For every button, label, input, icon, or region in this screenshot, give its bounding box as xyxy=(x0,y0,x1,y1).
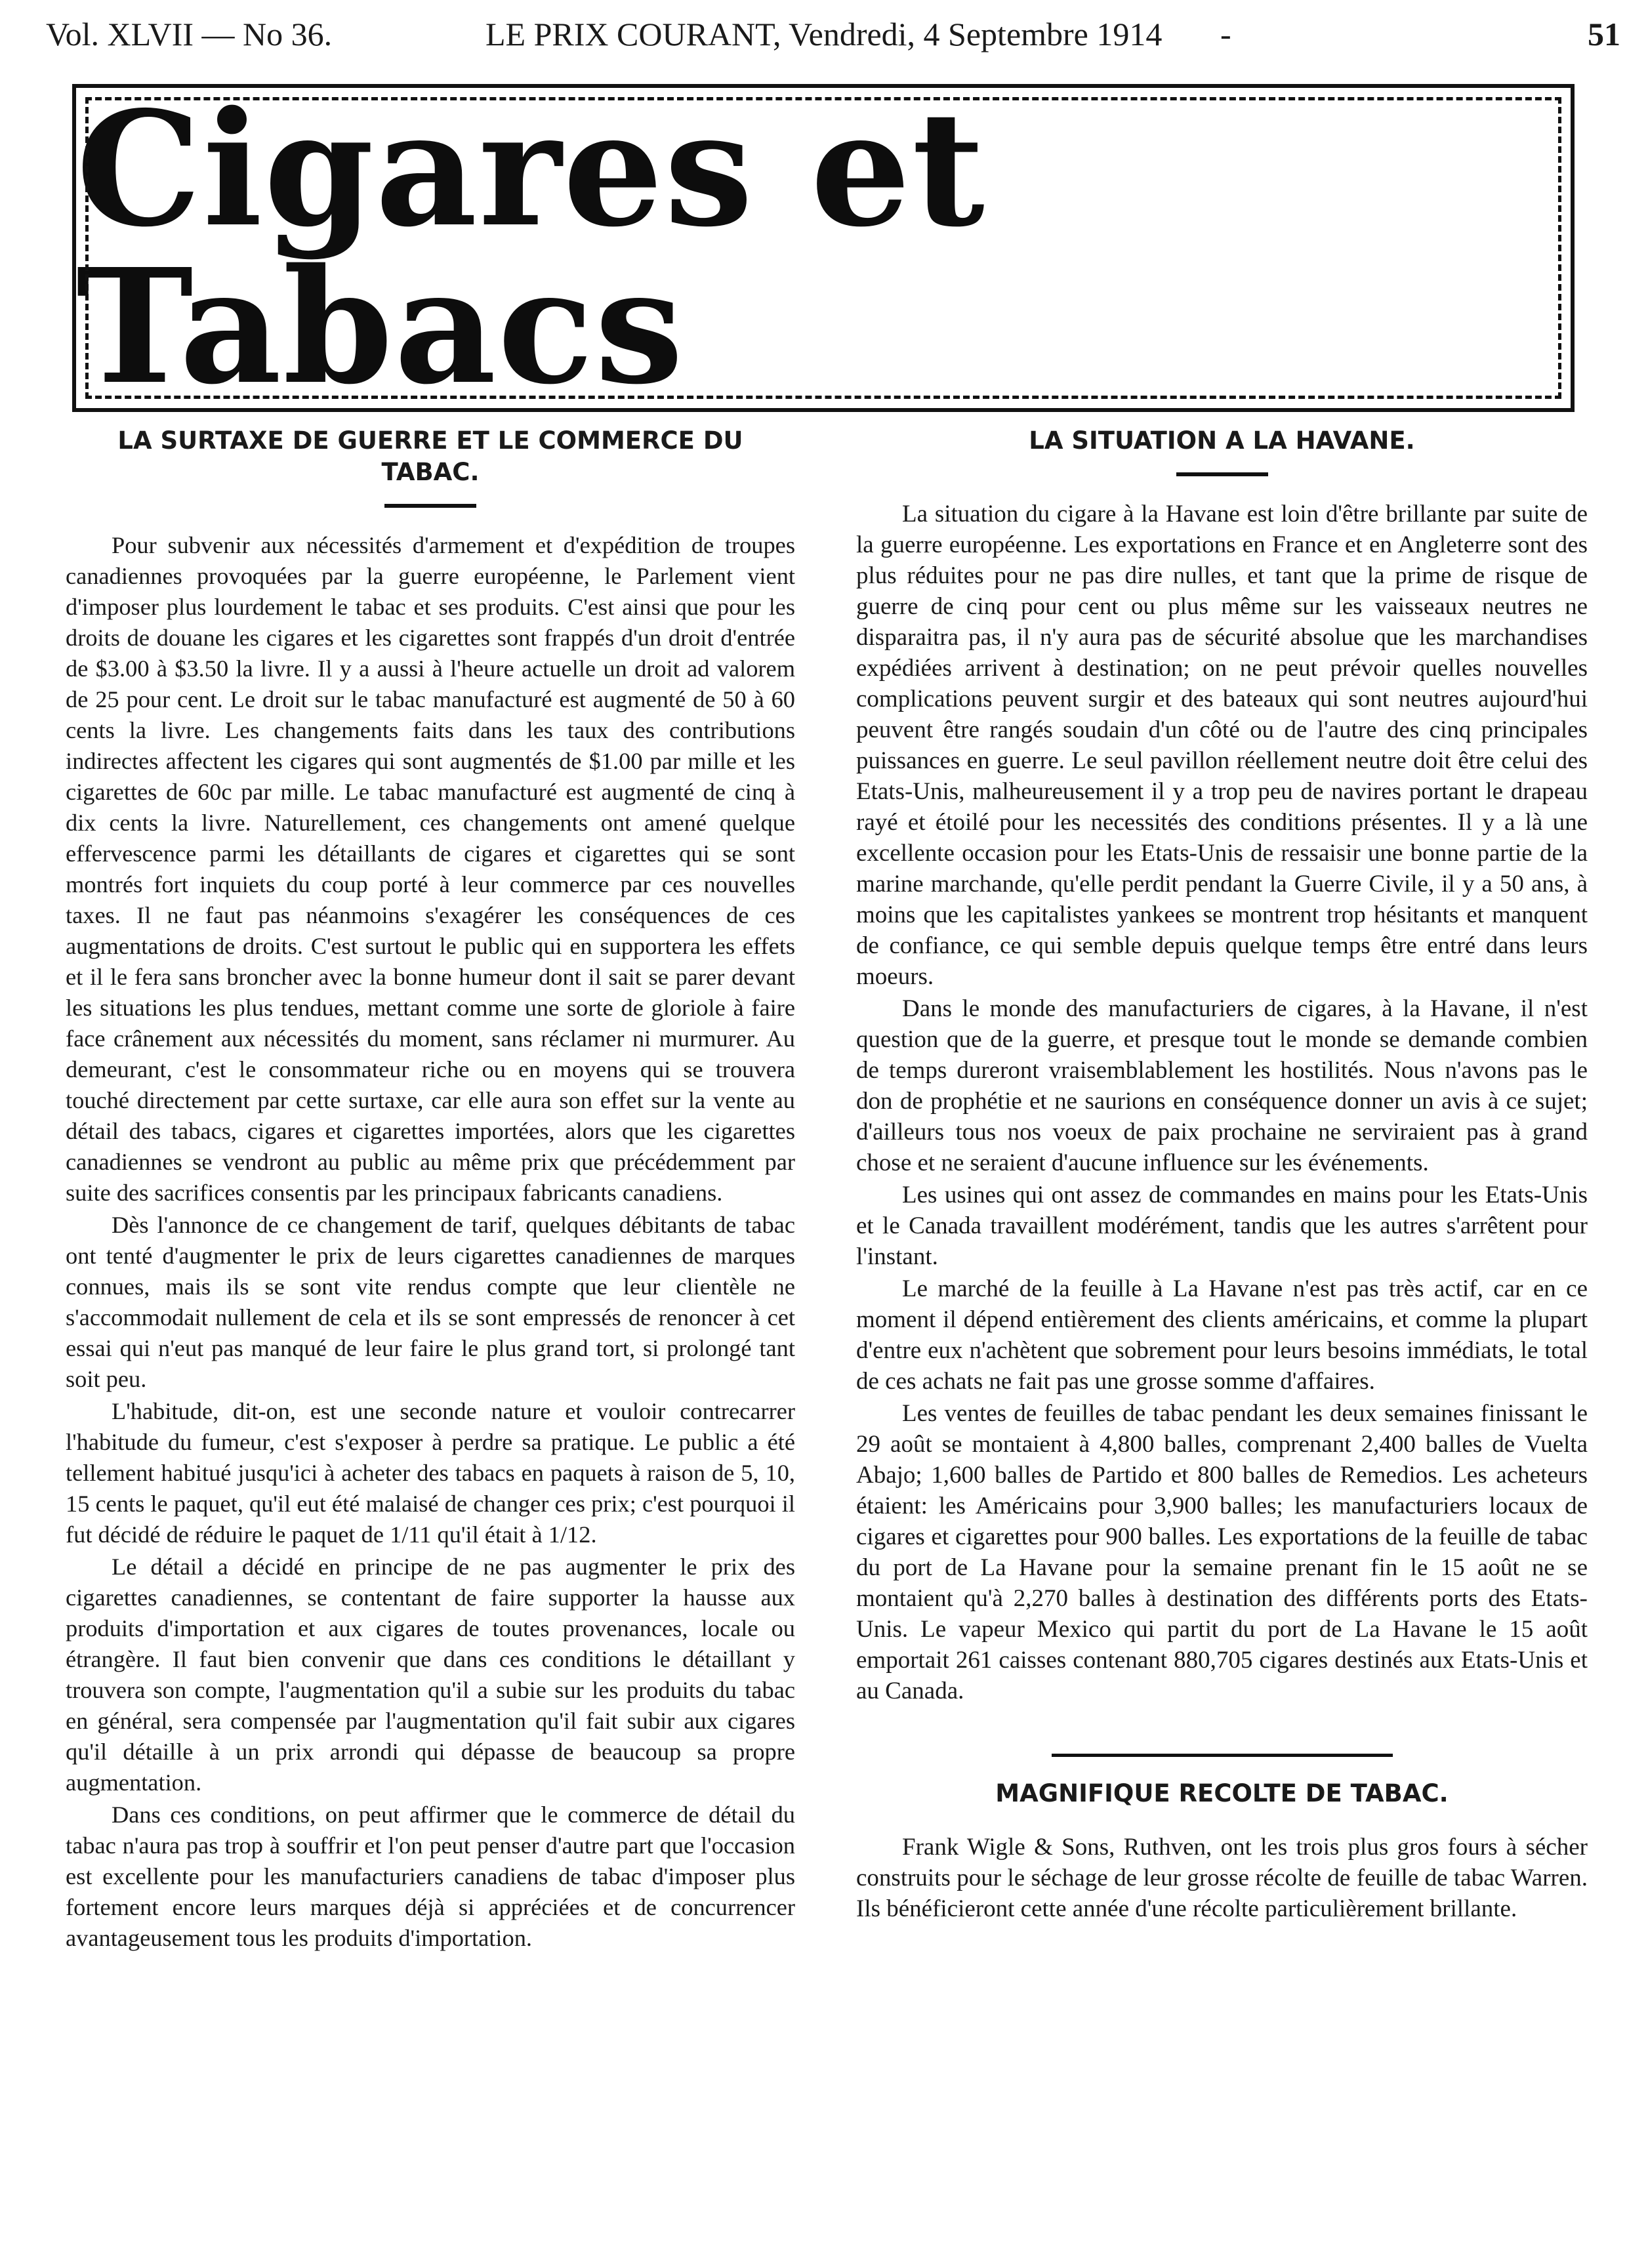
heading-rule xyxy=(384,504,476,508)
heading-rule xyxy=(1176,472,1268,476)
article-heading: LA SURTAXE DE GUERRE ET LE COMMERCE DU TABAC. xyxy=(117,426,743,486)
section-masthead xyxy=(72,77,1575,419)
article-paragraph: Frank Wigle & Sons, Ruthven, ont les trois plus gros fours à sécher construits pour le séchage de leur grosse récolte de feuille de tabac Warren. Ils bénéficieront cette année d'une récolte particulièrement brillante. xyxy=(856,1834,1588,1922)
running-head xyxy=(46,8,1620,60)
article-paragraph: L'habitude, dit-on, est une seconde nature et vouloir contrecarrer l'habitude du fumeur, c'est s'exposer à perdre sa pratique. Le public a été tellement habitué jusqu'ici à acheter des tabacs en paquets à raison de 5, 10, 15 cents le paquet, qu'il eut été malaisé de changer ces prix; c'est pourquoi il fut décidé de réduire le paquet de 1/11 qu'il était à 1/12. xyxy=(66,1398,795,1548)
article-paragraph: La situation du cigare à la Havane est loin d'être brillante par suite de la guerre européenne. Les exportations en France et en Angleterre sont des plus réduites pour ne pas dire nulles, et tant que la prime de risque de guerre de cinq pour cent ou plus même sur les vaisseaux neutres ne disparaitra pas, il n'y aura pas de sécurité absolue que les marchandises expédiées arrivent à destination; on ne peut prévoir quelles nouvelles complications peuvent surgir et des bateaux qui sont neutres aujourd'hui peuvent être rangés soudain d'un côté ou de l'autre des cinq principales puissances en guerre. Le seul pavillon réellement neutre doit être celui des Etats-Unis, malheureusement il y a trop peu de navires portant le drapeau rayé et étoilé pour les necessités des conditions présentes. Il y a là une excellente occasion pour les Etats-Unis de ressaisir une bonne partie de la marine marchande, qu'elle perdit pendant la Guerre Civile, il y a 50 ans, à moins que les capitalistes yankees se montrent trop hésitants et manquent de confiance, ce qui semble depuis quelque temps être entré dans leurs moeurs. xyxy=(856,501,1588,990)
article-heading: LA SITUATION A LA HAVANE. xyxy=(1029,426,1415,455)
article-heading: MAGNIFIQUE RECOLTE DE TABAC. xyxy=(995,1779,1449,1807)
section-title: Cigares et Tabacs xyxy=(76,77,986,419)
header-dash: - xyxy=(1220,16,1231,52)
volume-number: Vol. XLVII — No 36. xyxy=(46,16,333,52)
article-paragraph: Dès l'annonce de ce changement de tarif, quelques débitants de tabac ont tenté d'augmenter le prix de leurs cigarettes canadiennes de marques connues, mais ils se sont vite rendus compte que leur clientèle ne s'accommodait nullement de cela et ils se sont empressés de renoncer à cet essai qui n'eut pas manqué de leur faire le plus grand tort, si prolongé tant soit peu. xyxy=(66,1212,795,1392)
article-paragraph: Dans le monde des manufacturiers de cigares, à la Havane, il n'est question que de la guerre, et presque tout le monde se demande combien de temps dureront vraisemblablement les hostilités. Nous n'avons pas le don de prophétie et ne saurions en conséquence donner un avis à ce sujet; d'ailleurs tous nos voeux de paix prochaine ne serviraient pas à grand chose et ne seraient d'aucune influence sur les événements. xyxy=(856,995,1588,1176)
article-paragraph: Pour subvenir aux nécessités d'armement et d'expédition de troupes canadiennes provoquées par la guerre européenne, le Parlement vient d'imposer plus lourdement le tabac et ses produits. C'est ainsi que pour les droits de douane les cigares et les cigarettes sont frappés d'un droit d'entrée de $3.00 à $3.50 la livre. Il y a aussi à l'heure actuelle un droit ad valorem de 25 pour cent. Le droit sur le tabac manufacturé est augmenté de 50 à 60 cents la livre. Les changements faits dans les taux des contributions indirectes affectent les cigares qui sont augmentés de $1.00 par mille et les cigarettes de 60c par mille. Le tabac manufacturé est augmenté de cinq à dix cents la livre. Naturellement, ces changements ont amené quelque effervescence parmi les détaillants de cigares et cigarettes qui se sont montrés fort inquiets du coup porté à leur commerce par ces nouvelles taxes. Il ne faut pas néanmoins s'exagérer les conséquences de ces augmentations de droits. C'est surtout le public qui en supportera les effets et il le fera sans broncher avec la bonne humeur dont il sait se parer devant les situations les plus tendues, mettant comme une sorte de gloriole à faire face crânement aux nécessités du moment, sans réclamer ni murmurer. Au demeurant, c'est le consommateur riche ou en moyens qui se trouvera touché directement par cette surtaxe, car elle aura son effet sur la vente au détail des tabacs, cigares et cigarettes importées, alors que les cigarettes canadiennes se vendront au public au même prix que précédemment par suite des sacrifices consentis par les principaux fabricants canadiens. xyxy=(66,532,795,1206)
article-paragraph: Les usines qui ont assez de commandes en mains pour les Etats-Unis et le Canada travaillent modérément, tandis que les autres s'arrêtent pour l'instant. xyxy=(856,1182,1588,1270)
right-column xyxy=(856,425,1588,1926)
article-paragraph: Le marché de la feuille à La Havane n'est pas très actif, car en ce moment il dépend entièrement des clients américains, et comme la plupart d'entre eux n'achètent que sobrement pour leurs besoins immédiats, le total de ces achats ne fait pas une grosse somme d'affaires. xyxy=(856,1275,1588,1395)
article-paragraph: Les ventes de feuilles de tabac pendant les deux semaines finissant le 29 août se montaient à 4,800 balles, comprenant 2,400 balles de Vuelta Abajo; 1,600 balles de Partido et 800 balles de Remedios. Les acheteurs étaient: les Américains pour 3,900 balles; les manufacturiers locaux de cigares et cigarettes pour 900 balles. Les exportations de la feuille de tabac du port de La Havane pour la semaine prenant fin le 15 août ne se montaient qu'à 2,270 balles à destination des différents ports des Etats-Unis. Le vapeur Mexico qui partit du port de La Havane le 15 août emportait 261 caisses contenant 880,705 cigares destinés aux Etats-Unis et au Canada. xyxy=(856,1400,1588,1704)
section-divider-rule xyxy=(1052,1754,1393,1757)
page-number: 51 xyxy=(1588,16,1620,52)
left-column xyxy=(66,425,795,1955)
article-paragraph: Le détail a décidé en principe de ne pas augmenter le prix des cigarettes canadiennes, se contentant de faire supporter la hausse aux produits d'importation et aux cigares de toutes provenances, locale ou étrangère. Il faut bien convenir que dans ces conditions le détaillant y trouvera son compte, l'augmentation qu'il a subie sur les produits du tabac en général, sera compensée par l'augmentation qu'il fait subir aux cigares qu'il détaille à un prix arrondi qui dépasse de beaucoup sa propre augmentation. xyxy=(66,1554,795,1796)
publication-date-line: LE PRIX COURANT, Vendredi, 4 Septembre 1914 xyxy=(485,16,1163,52)
article-paragraph: Dans ces conditions, on peut affirmer que le commerce de détail du tabac n'aura pas trop à souffrir et l'on peut penser d'autre part que l'occasion est excellente pour les manufacturiers canadiens de tabac d'imposer plus fortement encore leurs marques déjà si appréciées et de concurrencer avantageusement tous les produits d'importation. xyxy=(66,1802,795,1951)
